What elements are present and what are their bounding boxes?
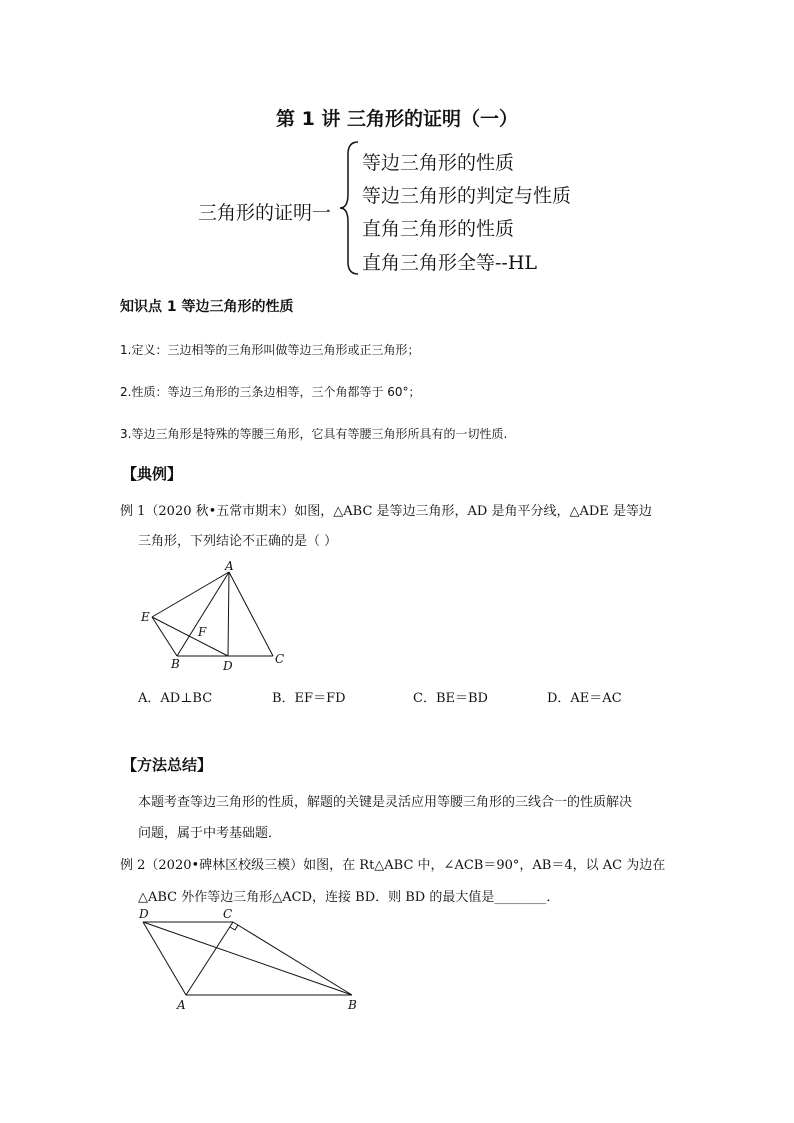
example1-line2: 三角形，下列结论不正确的是（ ） xyxy=(138,534,338,549)
segment-ed xyxy=(152,617,228,656)
segment-db xyxy=(143,922,352,995)
right-angle-mark xyxy=(230,925,238,930)
outline-item: 直角三角形全等--HL xyxy=(362,252,538,274)
segment-ca xyxy=(186,922,233,995)
point-label: B xyxy=(348,998,357,1012)
example2-line2: △ABC 外作等边三角形△ACD，连接 BD．则 BD 的最大值是________． xyxy=(138,890,560,905)
option-a: A．AD⊥BC xyxy=(138,691,213,706)
point-label: F xyxy=(198,625,207,639)
outline-item: 等边三角形的判定与性质 xyxy=(362,185,572,207)
segment-ac xyxy=(229,572,273,656)
segment-eb xyxy=(152,617,177,656)
point-label: D xyxy=(139,907,149,921)
outline-item: 等边三角形的性质 xyxy=(362,152,515,174)
knowledge-point: 1.定义：三边相等的三角形叫做等边三角形或正三角形； xyxy=(120,343,420,357)
segment-ad xyxy=(228,572,229,656)
option-c: C．BE＝BD xyxy=(413,691,488,706)
section-heading: 知识点 1 等边三角形的性质 xyxy=(120,299,294,315)
method-heading: 【方法总结】 xyxy=(122,756,213,774)
example2-figure xyxy=(130,900,370,1015)
outline-item: 直角三角形的性质 xyxy=(362,218,515,240)
knowledge-point: 3.等边三角形是特殊的等腰三角形，它具有等腰三角形所具有的一切性质. xyxy=(120,427,508,441)
segment-cb xyxy=(233,922,352,995)
method-line1: 本题考查等边三角形的性质，解题的关键是灵活应用等腰三角形的三线合一的性质解决 xyxy=(138,795,633,810)
point-label: E xyxy=(141,610,150,624)
option-b: B．EF＝FD xyxy=(272,691,346,706)
point-label: A xyxy=(225,559,234,573)
example2-line1: 例 2（2020•碑林区校级三模）如图，在 Rt△ABC 中，∠ACB＝90°，AB＝4，以 AC 为边在 xyxy=(120,858,666,873)
point-label: C xyxy=(275,652,285,666)
point-label: A xyxy=(177,998,186,1012)
point-label: B xyxy=(171,657,180,671)
segment-da xyxy=(143,922,186,995)
option-d: D．AE＝AC xyxy=(547,691,622,706)
examples-heading: 【典例】 xyxy=(122,465,183,483)
page-title: 第 1 讲 三角形的证明（一） xyxy=(275,108,519,130)
method-line2: 问题，属于中考基础题． xyxy=(138,826,282,841)
example1-figure xyxy=(130,555,300,680)
point-label: D xyxy=(223,659,233,673)
outline-label: 三角形的证明一 xyxy=(198,202,332,224)
knowledge-point: 2.性质：等边三角形的三条边相等，三个角都等于 60°； xyxy=(120,385,421,399)
point-label: C xyxy=(223,907,233,921)
example1-line1: 例 1（2020 秋•五常市期末）如图，△ABC 是等边三角形，AD 是角平分线，△ADE 是等边 xyxy=(120,504,652,519)
segment-ae xyxy=(152,572,229,617)
curly-brace-icon xyxy=(336,140,362,276)
